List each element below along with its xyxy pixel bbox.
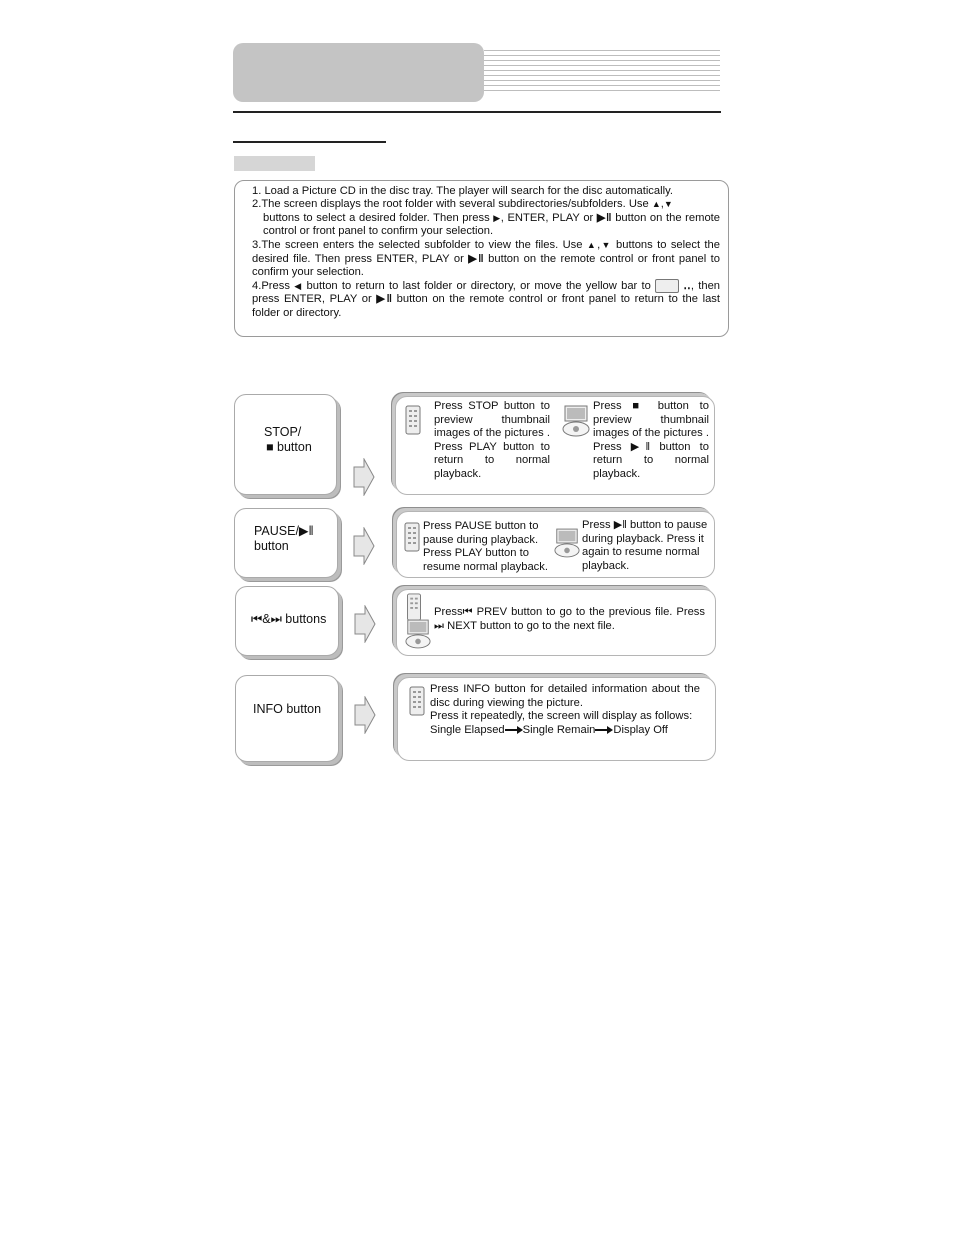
pause-remote-text: Press PAUSE button to pause during playback. Press PLAY button to resume normal playback.	[423, 520, 548, 573]
step-2-text-c: , ENTER, PLAY or	[500, 211, 594, 224]
header-tab	[233, 43, 484, 102]
step-3-text-b: buttons to select the desired file. Then press ENTER, PLAY or	[252, 239, 720, 265]
pause-player-text: Press ▶‖ button to pause during playback. Press it again to resume normal playback.	[582, 519, 708, 572]
seq-display-off: Display Off	[613, 723, 668, 736]
remote-control-icon	[405, 405, 421, 435]
info-text-line1: Press INFO button for detailed information about the disc during viewing the picture.	[430, 683, 700, 709]
dvd-player-icon	[405, 618, 431, 650]
prev-next-desc-box	[396, 589, 716, 656]
arrow-right-icon	[505, 726, 523, 734]
remote-control-icon	[406, 593, 422, 621]
step-4-text-d: button on the remote control or front panel to return to the last folder or directory.	[252, 293, 720, 319]
stop-remote-text: Press STOP button to preview thumbnail images of the pictures . Press PLAY button to return to normal playback.	[434, 400, 550, 480]
info-desc-box	[397, 677, 716, 761]
step-4	[252, 279, 720, 320]
arrow-right-icon	[354, 696, 376, 734]
step-2-text-d: button on the remote control or front panel to confirm your selection.	[263, 211, 720, 237]
info-text	[430, 683, 700, 737]
play-pause-icon: ▶‖	[376, 293, 393, 306]
step-1-text: 1. Load a Picture CD in the disc tray. The player will search for the disc automatically.	[252, 185, 673, 197]
right-arrow-icon: ▶	[493, 212, 501, 223]
arrow-right-icon	[595, 726, 613, 734]
seq-single-elapsed: Single Elapsed	[430, 723, 505, 736]
dvd-player-icon	[562, 405, 590, 437]
stop-button-box	[234, 394, 337, 495]
stop-button-label: STOP/ ■ button	[264, 425, 312, 454]
remote-control-icon	[409, 686, 425, 716]
info-button-label: INFO button	[253, 702, 322, 716]
subsection-bar	[234, 156, 315, 171]
step-2-text-b: buttons to select a desired folder. Then press	[263, 211, 490, 224]
section-rule	[233, 141, 386, 143]
arrow-right-icon	[354, 605, 376, 643]
pause-button-label: PAUSE/▶‖ button	[254, 524, 314, 553]
step-3-text-a: 3.The screen enters the selected subfolder to view the files. Use	[252, 239, 583, 251]
header-lines	[484, 50, 720, 96]
remote-control-icon	[404, 522, 420, 552]
steps-box	[234, 180, 729, 337]
prev-next-button-label: ⏮&⏭ buttons	[251, 612, 327, 626]
folder-icon	[655, 279, 679, 293]
seq-single-remain: Single Remain	[522, 723, 596, 736]
step-4-text-a: 4.Press	[252, 279, 290, 292]
prev-next-text: Press⏮ PREV button to go to the previous file. Press ⏭ NEXT button to go to the next file.	[434, 606, 705, 632]
info-button-box	[235, 675, 339, 762]
play-pause-icon: ▶‖	[596, 211, 612, 224]
down-arrow-icon: ▼	[663, 199, 673, 209]
pause-desc-box	[396, 511, 715, 578]
play-pause-icon: ▶‖	[468, 252, 484, 265]
prev-next-button-box	[235, 586, 339, 656]
step-4-text-c: , then press ENTER, PLAY or	[252, 279, 721, 306]
dots-icon: ‥	[683, 279, 691, 292]
step-3-text-c: button on the remote control or front panel to confirm your selection.	[252, 252, 721, 278]
step-1	[252, 185, 712, 199]
dvd-player-icon	[554, 527, 580, 559]
arrow-right-icon	[353, 458, 375, 496]
stop-player-text: Press ■ button to preview thumbnail images of the pictures . Press ▶‖ button to return to normal playback.	[593, 400, 709, 480]
down-arrow-icon: ▼	[600, 240, 612, 250]
pause-button-box	[234, 508, 338, 578]
info-text-line2: Press it repeatedly, the screen will display as follows:	[430, 710, 693, 723]
step-4-text-b: button to return to last folder or directory, or move the yellow bar to	[306, 279, 651, 292]
step-3: 3.The screen enters the selected subfolder to view the files. Use ▲,▼ buttons to select the desired file. Then press ENTER, PLAY or ▶‖ button on the remote control or front panel to confirm your selection.	[252, 239, 721, 278]
up-arrow-icon: ▲	[586, 240, 598, 250]
step-2-text-a: 2.The screen displays the root folder with several subdirectories/subfolders. Use	[252, 198, 649, 210]
left-arrow-icon: ◀	[294, 280, 303, 291]
arrow-right-icon	[353, 527, 375, 565]
info-sequence	[430, 724, 700, 738]
stop-desc-box	[395, 396, 715, 495]
up-arrow-icon: ▲	[651, 199, 661, 209]
header-rule	[233, 111, 721, 113]
step-2: 2.The screen displays the root folder with several subdirectories/subfolders. Use ▲,▼ buttons to select a desired folder. Then press ▶, ENTER, PLAY or ▶‖ button on the remote control or front panel to confirm your selection.	[252, 198, 720, 237]
